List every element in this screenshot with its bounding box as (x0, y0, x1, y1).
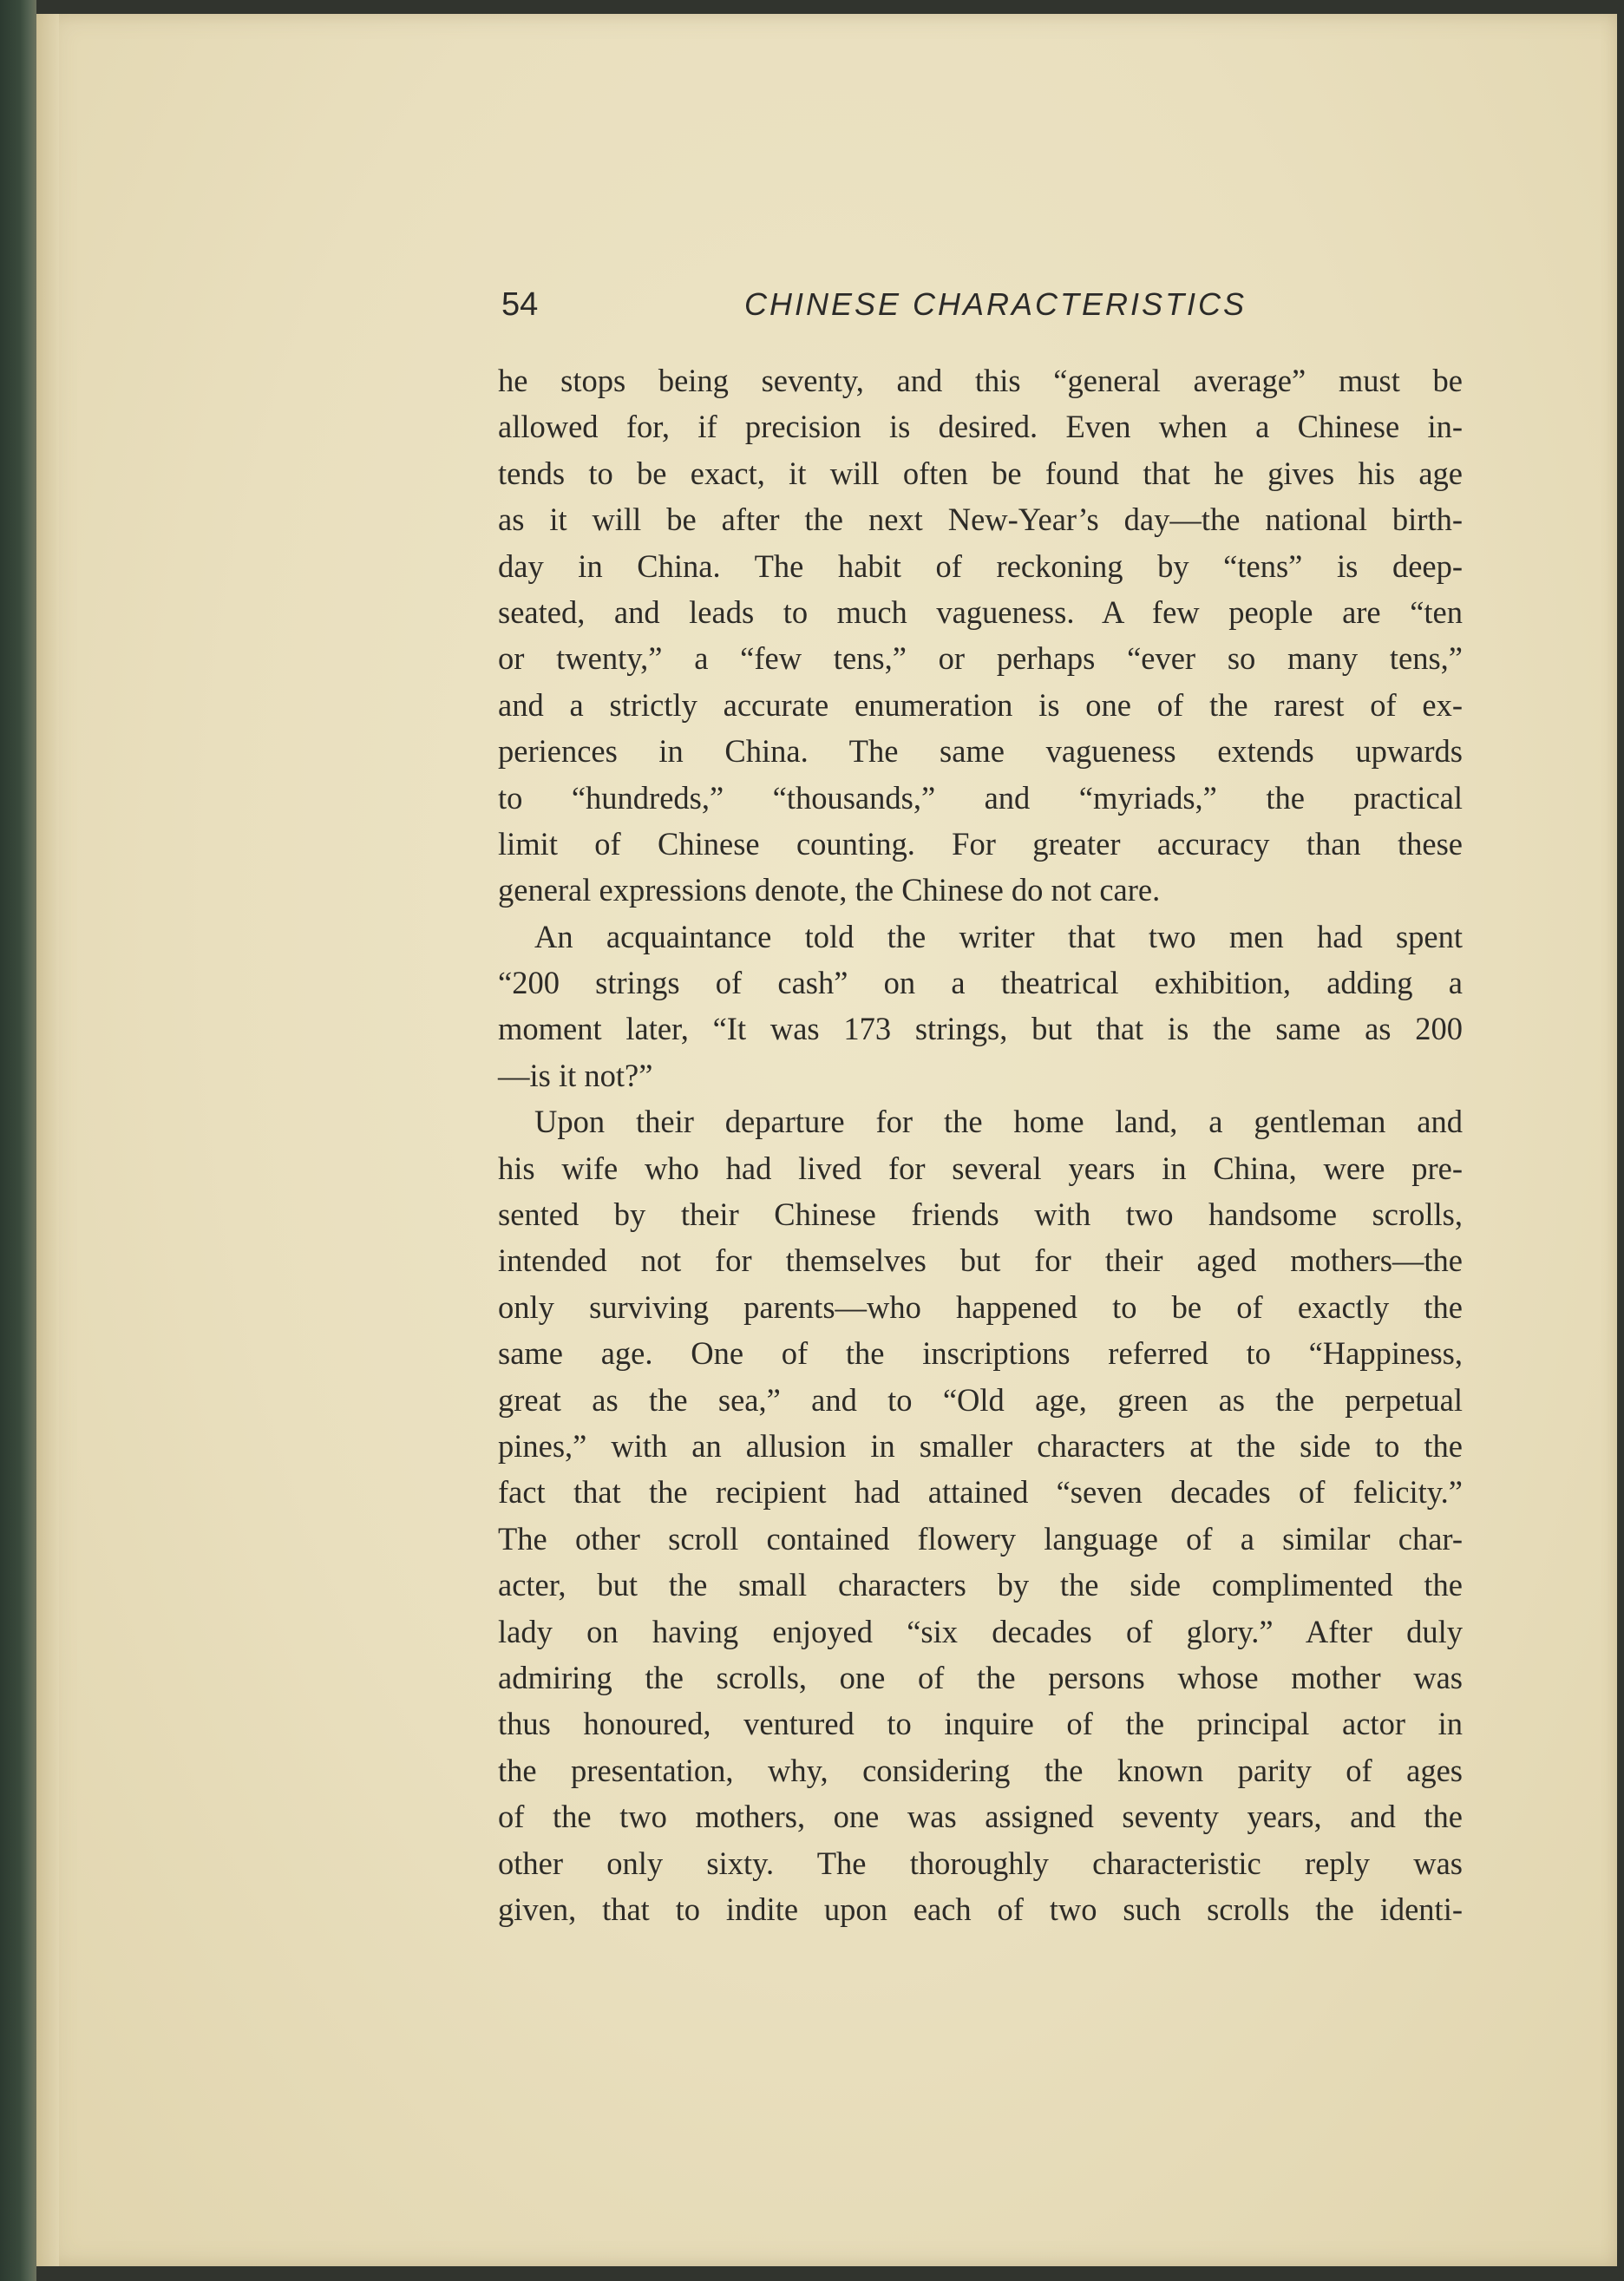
text-line: given, that to indite upon each of two such scrolls the identi- (498, 1891, 1463, 1927)
text-line: An acquaintance told the writer that two men had spent (534, 918, 1463, 954)
text-line: acter, but the small characters by the side complimented the (498, 1567, 1463, 1603)
page-number: 54 (501, 286, 539, 323)
paragraph-2 (498, 914, 1463, 1099)
text-line: the presentation, why, considering the known parity of ages (498, 1752, 1463, 1788)
text-line: intended not for themselves but for their aged mothers—the (498, 1242, 1463, 1279)
text-line: as it will be after the next New-Year’s day—the national birth- (498, 501, 1463, 538)
text-line: admiring the scrolls, one of the persons whose mother was (498, 1659, 1463, 1695)
text-line: —is it not?” (498, 1057, 653, 1093)
text-line: sented by their Chinese friends with two handsome scrolls, (498, 1196, 1463, 1233)
text-line: he stops being seventy, and this “general average” must be (498, 363, 1463, 398)
text-line: seated, and leads to much vagueness. A few people are “ten (498, 593, 1463, 630)
book-spine (0, 0, 36, 2281)
paragraph-1 (498, 357, 1463, 914)
text-line: only surviving parents—who happened to be of exactly the (498, 1288, 1463, 1325)
text-line: The other scroll contained flowery language of a similar char- (498, 1520, 1463, 1557)
text-line: fact that the recipient had attained “seven decades of felicity.” (498, 1474, 1463, 1511)
text-line: other only sixty. The thoroughly characteristic reply was (498, 1845, 1463, 1881)
text-line: moment later, “It was 173 strings, but that is the same as 200 (498, 1011, 1463, 1047)
text-line: limit of Chinese counting. For greater accuracy than these (498, 825, 1463, 862)
text-line: allowed for, if precision is desired. Even when a Chinese in- (498, 409, 1463, 445)
text-line: of the two mothers, one was assigned seventy years, and the (498, 1799, 1463, 1835)
text-line: periences in China. The same vagueness extends upwards (498, 733, 1463, 770)
paragraph-3 (498, 1098, 1463, 1932)
text-line: his wife who had lived for several years in China, were pre- (498, 1150, 1463, 1186)
running-header (501, 286, 1475, 330)
text-line: tends to be exact, it will often be found that he gives his age (498, 455, 1463, 491)
page-gutter-edge (36, 14, 59, 2266)
text-line: to “hundreds,” “thousands,” and “myriads,” the practical (498, 779, 1463, 816)
text-line: lady on having enjoyed “six decades of glory.” After duly (498, 1613, 1463, 1649)
running-title: CHINESE CHARACTERISTICS (744, 286, 1247, 322)
text-line: thus honoured, ventured to inquire of the principal actor in (498, 1706, 1463, 1742)
text-line: general expressions denote, the Chinese do not care. (498, 872, 1161, 908)
body-text (498, 357, 1463, 1932)
text-line: and a strictly accurate enumeration is one of the rarest of ex- (498, 686, 1463, 723)
text-line: day in China. The habit of reckoning by “tens” is deep- (498, 547, 1463, 584)
text-line: pines,” with an allusion in smaller characters at the side to the (498, 1427, 1463, 1464)
text-line: or twenty,” a “few tens,” or perhaps “ever so many tens,” (498, 640, 1463, 677)
text-line: great as the sea,” and to “Old age, green as the perpetual (498, 1381, 1463, 1418)
text-line: “200 strings of cash” on a theatrical exhibition, adding a (498, 965, 1463, 1001)
text-line: same age. One of the inscriptions referred to “Happiness, (498, 1335, 1463, 1372)
text-line: Upon their departure for the home land, a gentleman and (534, 1104, 1463, 1140)
